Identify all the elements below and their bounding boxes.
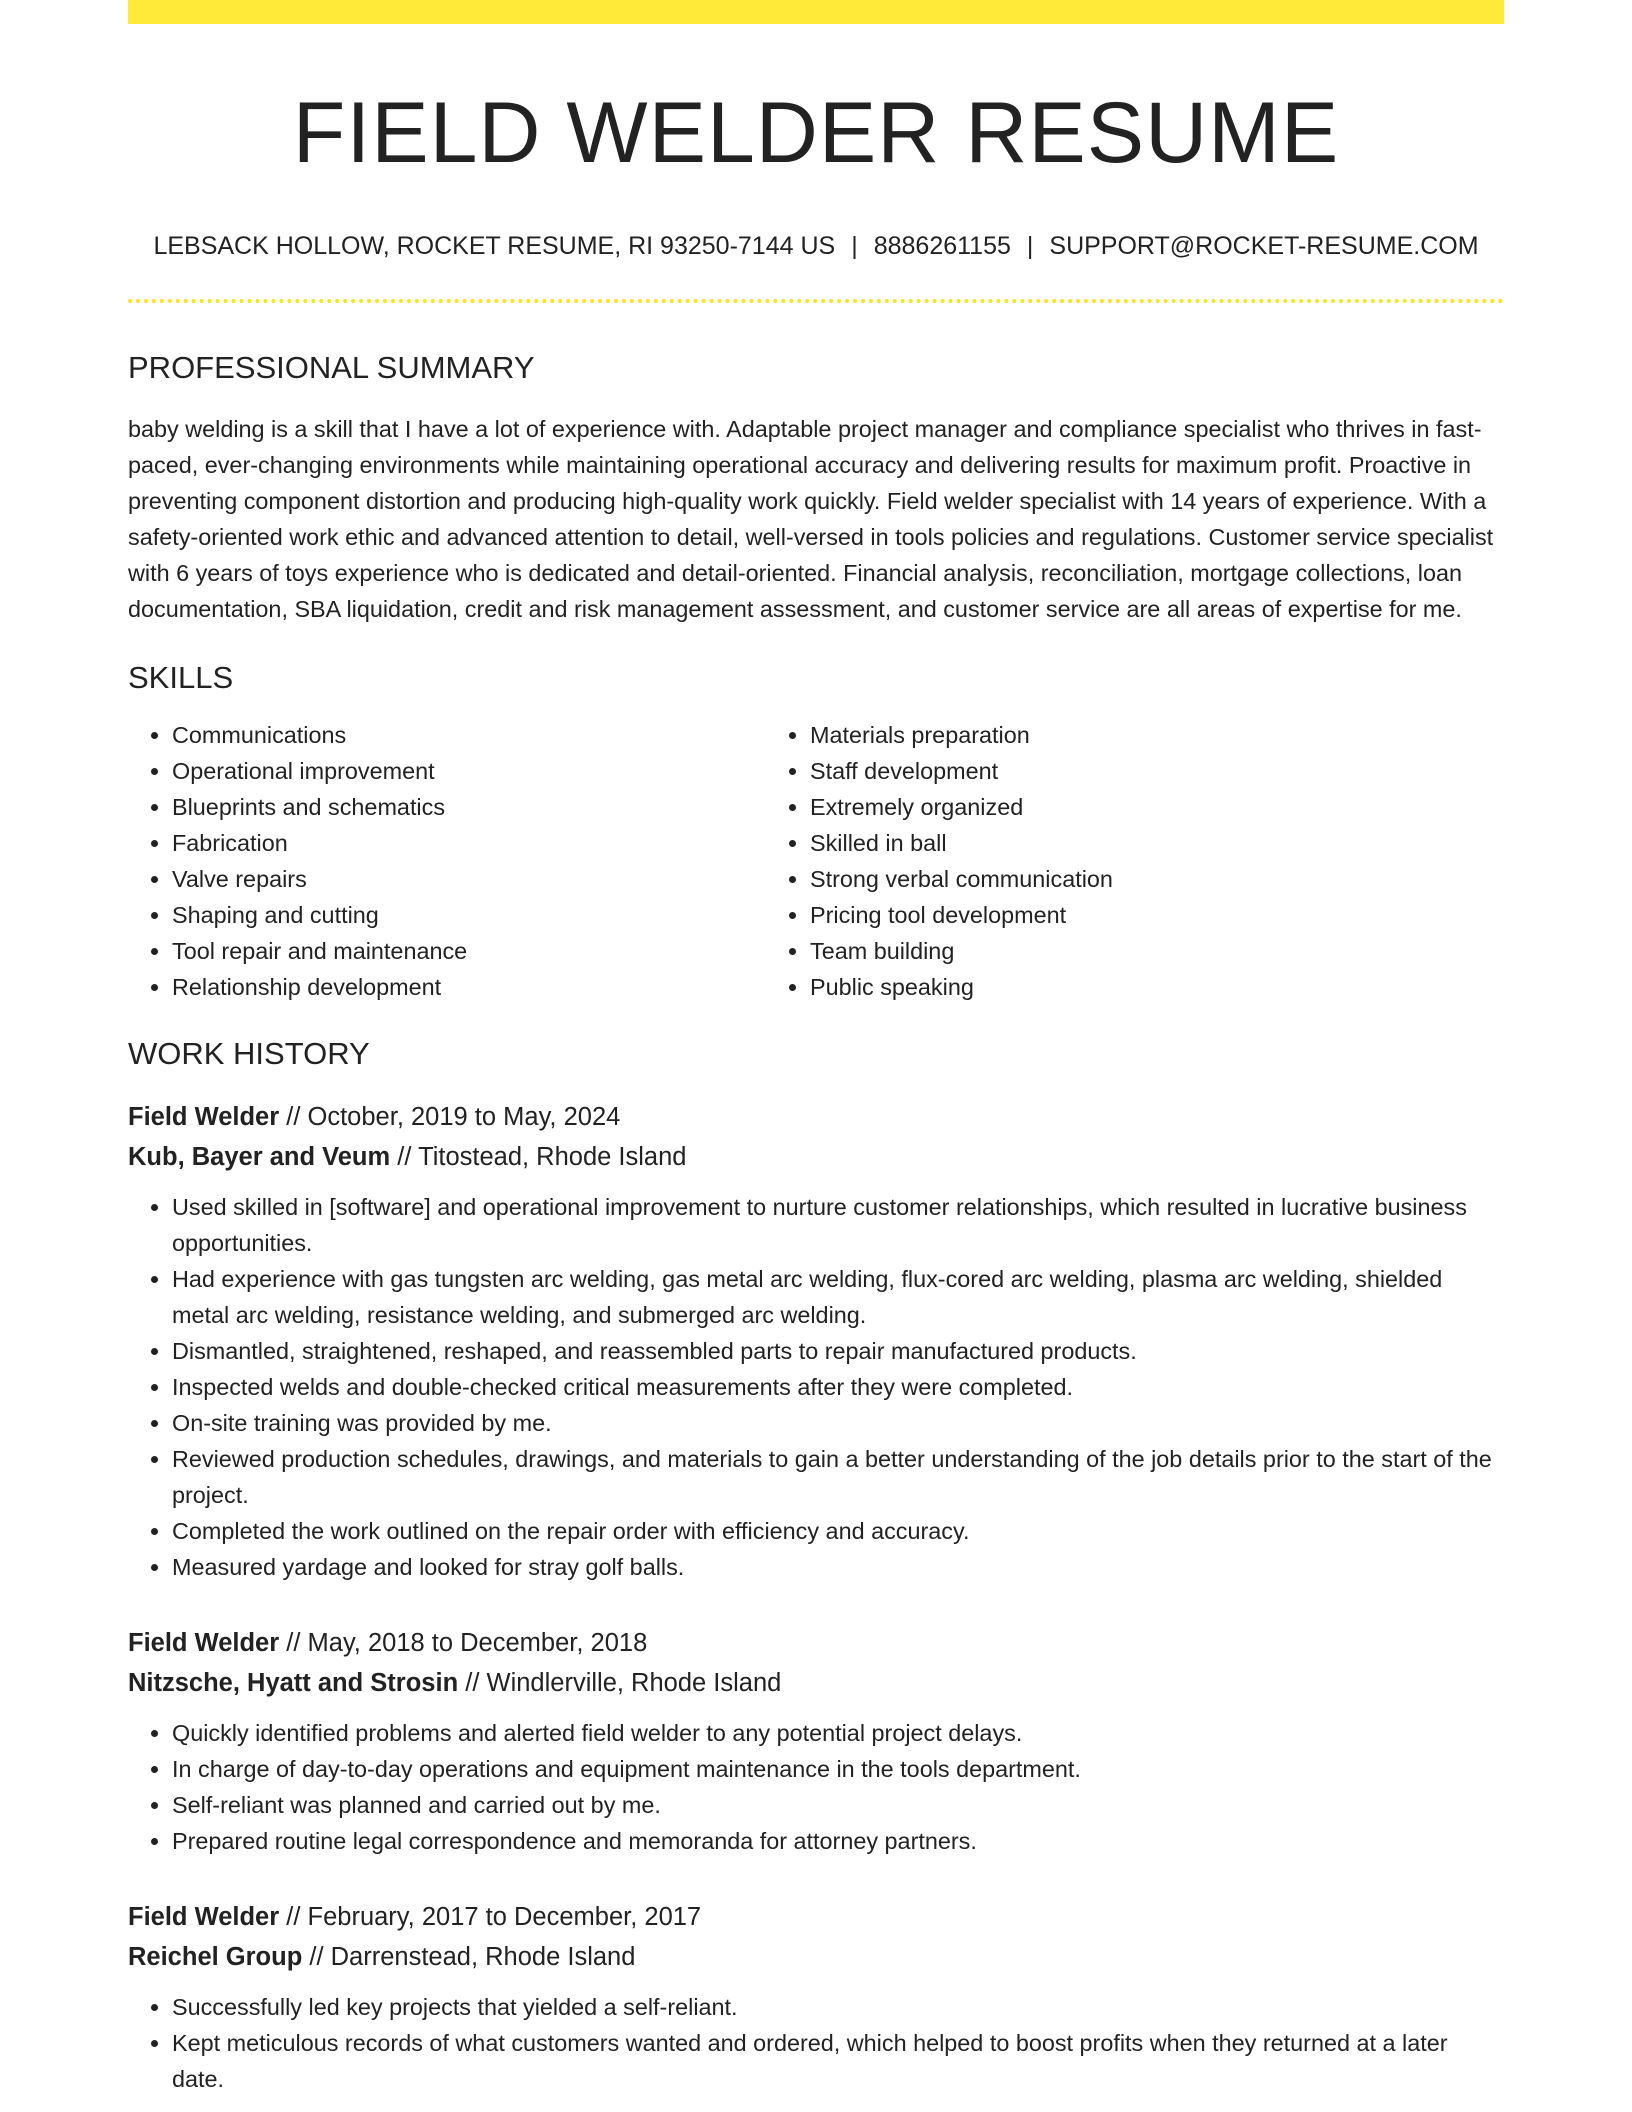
job-divider: // bbox=[397, 1142, 412, 1171]
job-title: Field Welder bbox=[128, 1628, 280, 1657]
job-bullet: • Inspected welds and double-checked critical measurements after they were completed. bbox=[172, 1369, 1504, 1405]
job-dates: May, 2018 to December, 2018 bbox=[307, 1628, 648, 1657]
job-divider: // bbox=[286, 1628, 301, 1657]
skill-item: • Valve repairs bbox=[172, 861, 762, 897]
resume-title: FIELD WELDER RESUME bbox=[292, 85, 1340, 181]
top-accent-bar bbox=[128, 0, 1504, 24]
job-title: Field Welder bbox=[128, 1902, 280, 1931]
skill-item: • Operational improvement bbox=[172, 753, 762, 789]
contact-line bbox=[128, 231, 1504, 261]
job-company-line bbox=[128, 1937, 1504, 1977]
job-title: Field Welder bbox=[128, 1102, 280, 1131]
summary-text: baby welding is a skill that I have a lot of experience with. Adaptable project manager and compliance specialist who thrives in fast-paced, ever-changing environments while maintaining operational accuracy and delivering results for maximum profit. Proactive in preventing component distortion and producing high-quality work quickly. Field welder specialist with 14 years of experience. With a safety-oriented work ethic and advanced attention to detail, well-versed in tools policies and regulations. Customer service specialist with 6 years of toys experience who is dedicated and detail-oriented. Financial analysis, reconciliation, mortgage collections, loan documentation, SBA liquidation, credit and risk management assessment, and customer service are all areas of expertise for me. bbox=[128, 415, 1494, 622]
work-history-list bbox=[128, 1097, 1504, 2097]
job-bullet: • Reviewed production schedules, drawings, and materials to gain a better understanding of the job details prior to the start of the project. bbox=[172, 1441, 1504, 1513]
job-bullet: • In charge of day-to-day operations and equipment maintenance in the tools department. bbox=[172, 1751, 1504, 1787]
skill-item: • Tool repair and maintenance bbox=[172, 933, 762, 969]
work-history-heading: WORK HISTORY bbox=[128, 1035, 370, 1071]
resume-page bbox=[128, 0, 1504, 2097]
job-location: Titostead, Rhode Island bbox=[418, 1142, 687, 1171]
job-entry bbox=[128, 1097, 1504, 1585]
job-title-line bbox=[128, 1097, 1504, 1137]
contact-address: LEBSACK HOLLOW, ROCKET RESUME, RI 93250-7144 US bbox=[153, 231, 836, 260]
job-divider: // bbox=[286, 1902, 301, 1931]
job-bullet: • Measured yardage and looked for stray golf balls. bbox=[172, 1549, 1504, 1585]
job-bullet: • Kept meticulous records of what customers wanted and ordered, which helped to boost profits when they returned at a later date. bbox=[172, 2025, 1504, 2097]
job-company: Kub, Bayer and Veum bbox=[128, 1142, 391, 1171]
skill-item: • Pricing tool development bbox=[810, 897, 1504, 933]
job-divider: // bbox=[465, 1668, 480, 1697]
job-location: Darrenstead, Rhode Island bbox=[330, 1942, 636, 1971]
summary-heading: PROFESSIONAL SUMMARY bbox=[128, 349, 535, 385]
job-company: Nitzsche, Hyatt and Strosin bbox=[128, 1668, 459, 1697]
skill-item: • Materials preparation bbox=[810, 717, 1504, 753]
job-bullet: • Self-reliant was planned and carried out by me. bbox=[172, 1787, 1504, 1823]
skill-item: • Public speaking bbox=[810, 969, 1504, 1005]
job-bullet: • Completed the work outlined on the repair order with efficiency and accuracy. bbox=[172, 1513, 1504, 1549]
skills-list bbox=[128, 717, 1504, 1005]
job-title-line bbox=[128, 1623, 1504, 1663]
job-bullets bbox=[128, 1189, 1504, 1585]
job-divider: // bbox=[309, 1942, 324, 1971]
skills-heading: SKILLS bbox=[128, 659, 234, 695]
skill-item: • Blueprints and schematics bbox=[172, 789, 762, 825]
job-dates: February, 2017 to December, 2017 bbox=[307, 1902, 702, 1931]
skill-item: • Extremely organized bbox=[810, 789, 1504, 825]
contact-phone: 8886261155 bbox=[873, 231, 1011, 260]
skill-item: • Team building bbox=[810, 933, 1504, 969]
job-company-line bbox=[128, 1137, 1504, 1177]
job-bullet: • Quickly identified problems and alerted field welder to any potential project delays. bbox=[172, 1715, 1504, 1751]
job-company-line bbox=[128, 1663, 1504, 1703]
skill-item: • Relationship development bbox=[172, 969, 762, 1005]
job-bullet: • Successfully led key projects that yielded a self-reliant. bbox=[172, 1989, 1504, 2025]
job-divider: // bbox=[286, 1102, 301, 1131]
skills-column-right bbox=[762, 717, 1504, 1005]
job-entry bbox=[128, 1897, 1504, 2097]
job-bullet: • Prepared routine legal correspondence and memoranda for attorney partners. bbox=[172, 1823, 1504, 1859]
skill-item: • Skilled in ball bbox=[810, 825, 1504, 861]
contact-separator: | bbox=[851, 231, 858, 260]
contact-separator: | bbox=[1026, 231, 1034, 260]
contact-email: SUPPORT@ROCKET-RESUME.COM bbox=[1049, 231, 1479, 260]
job-bullet: • On-site training was provided by me. bbox=[172, 1405, 1504, 1441]
skill-item: • Shaping and cutting bbox=[172, 897, 762, 933]
job-bullet: • Dismantled, straightened, reshaped, and reassembled parts to repair manufactured products. bbox=[172, 1333, 1504, 1369]
job-company: Reichel Group bbox=[128, 1942, 303, 1971]
job-title-line bbox=[128, 1897, 1504, 1937]
job-location: Windlerville, Rhode Island bbox=[486, 1668, 782, 1697]
skill-item: • Communications bbox=[172, 717, 762, 753]
job-bullets bbox=[128, 1715, 1504, 1859]
skills-column-left bbox=[128, 717, 762, 1005]
skill-item: • Staff development bbox=[810, 753, 1504, 789]
skill-item: • Strong verbal communication bbox=[810, 861, 1504, 897]
job-bullet: • Had experience with gas tungsten arc welding, gas metal arc welding, flux-cored arc welding, plasma arc welding, shielded metal arc welding, resistance welding, and submerged arc welding. bbox=[172, 1261, 1504, 1333]
job-dates: October, 2019 to May, 2024 bbox=[307, 1102, 621, 1131]
job-bullets bbox=[128, 1989, 1504, 2097]
skill-item: • Fabrication bbox=[172, 825, 762, 861]
job-entry bbox=[128, 1623, 1504, 1859]
dotted-divider bbox=[128, 299, 1504, 303]
job-bullet: • Used skilled in [software] and operational improvement to nurture customer relationships, which resulted in lucrative business opportunities. bbox=[172, 1189, 1504, 1261]
